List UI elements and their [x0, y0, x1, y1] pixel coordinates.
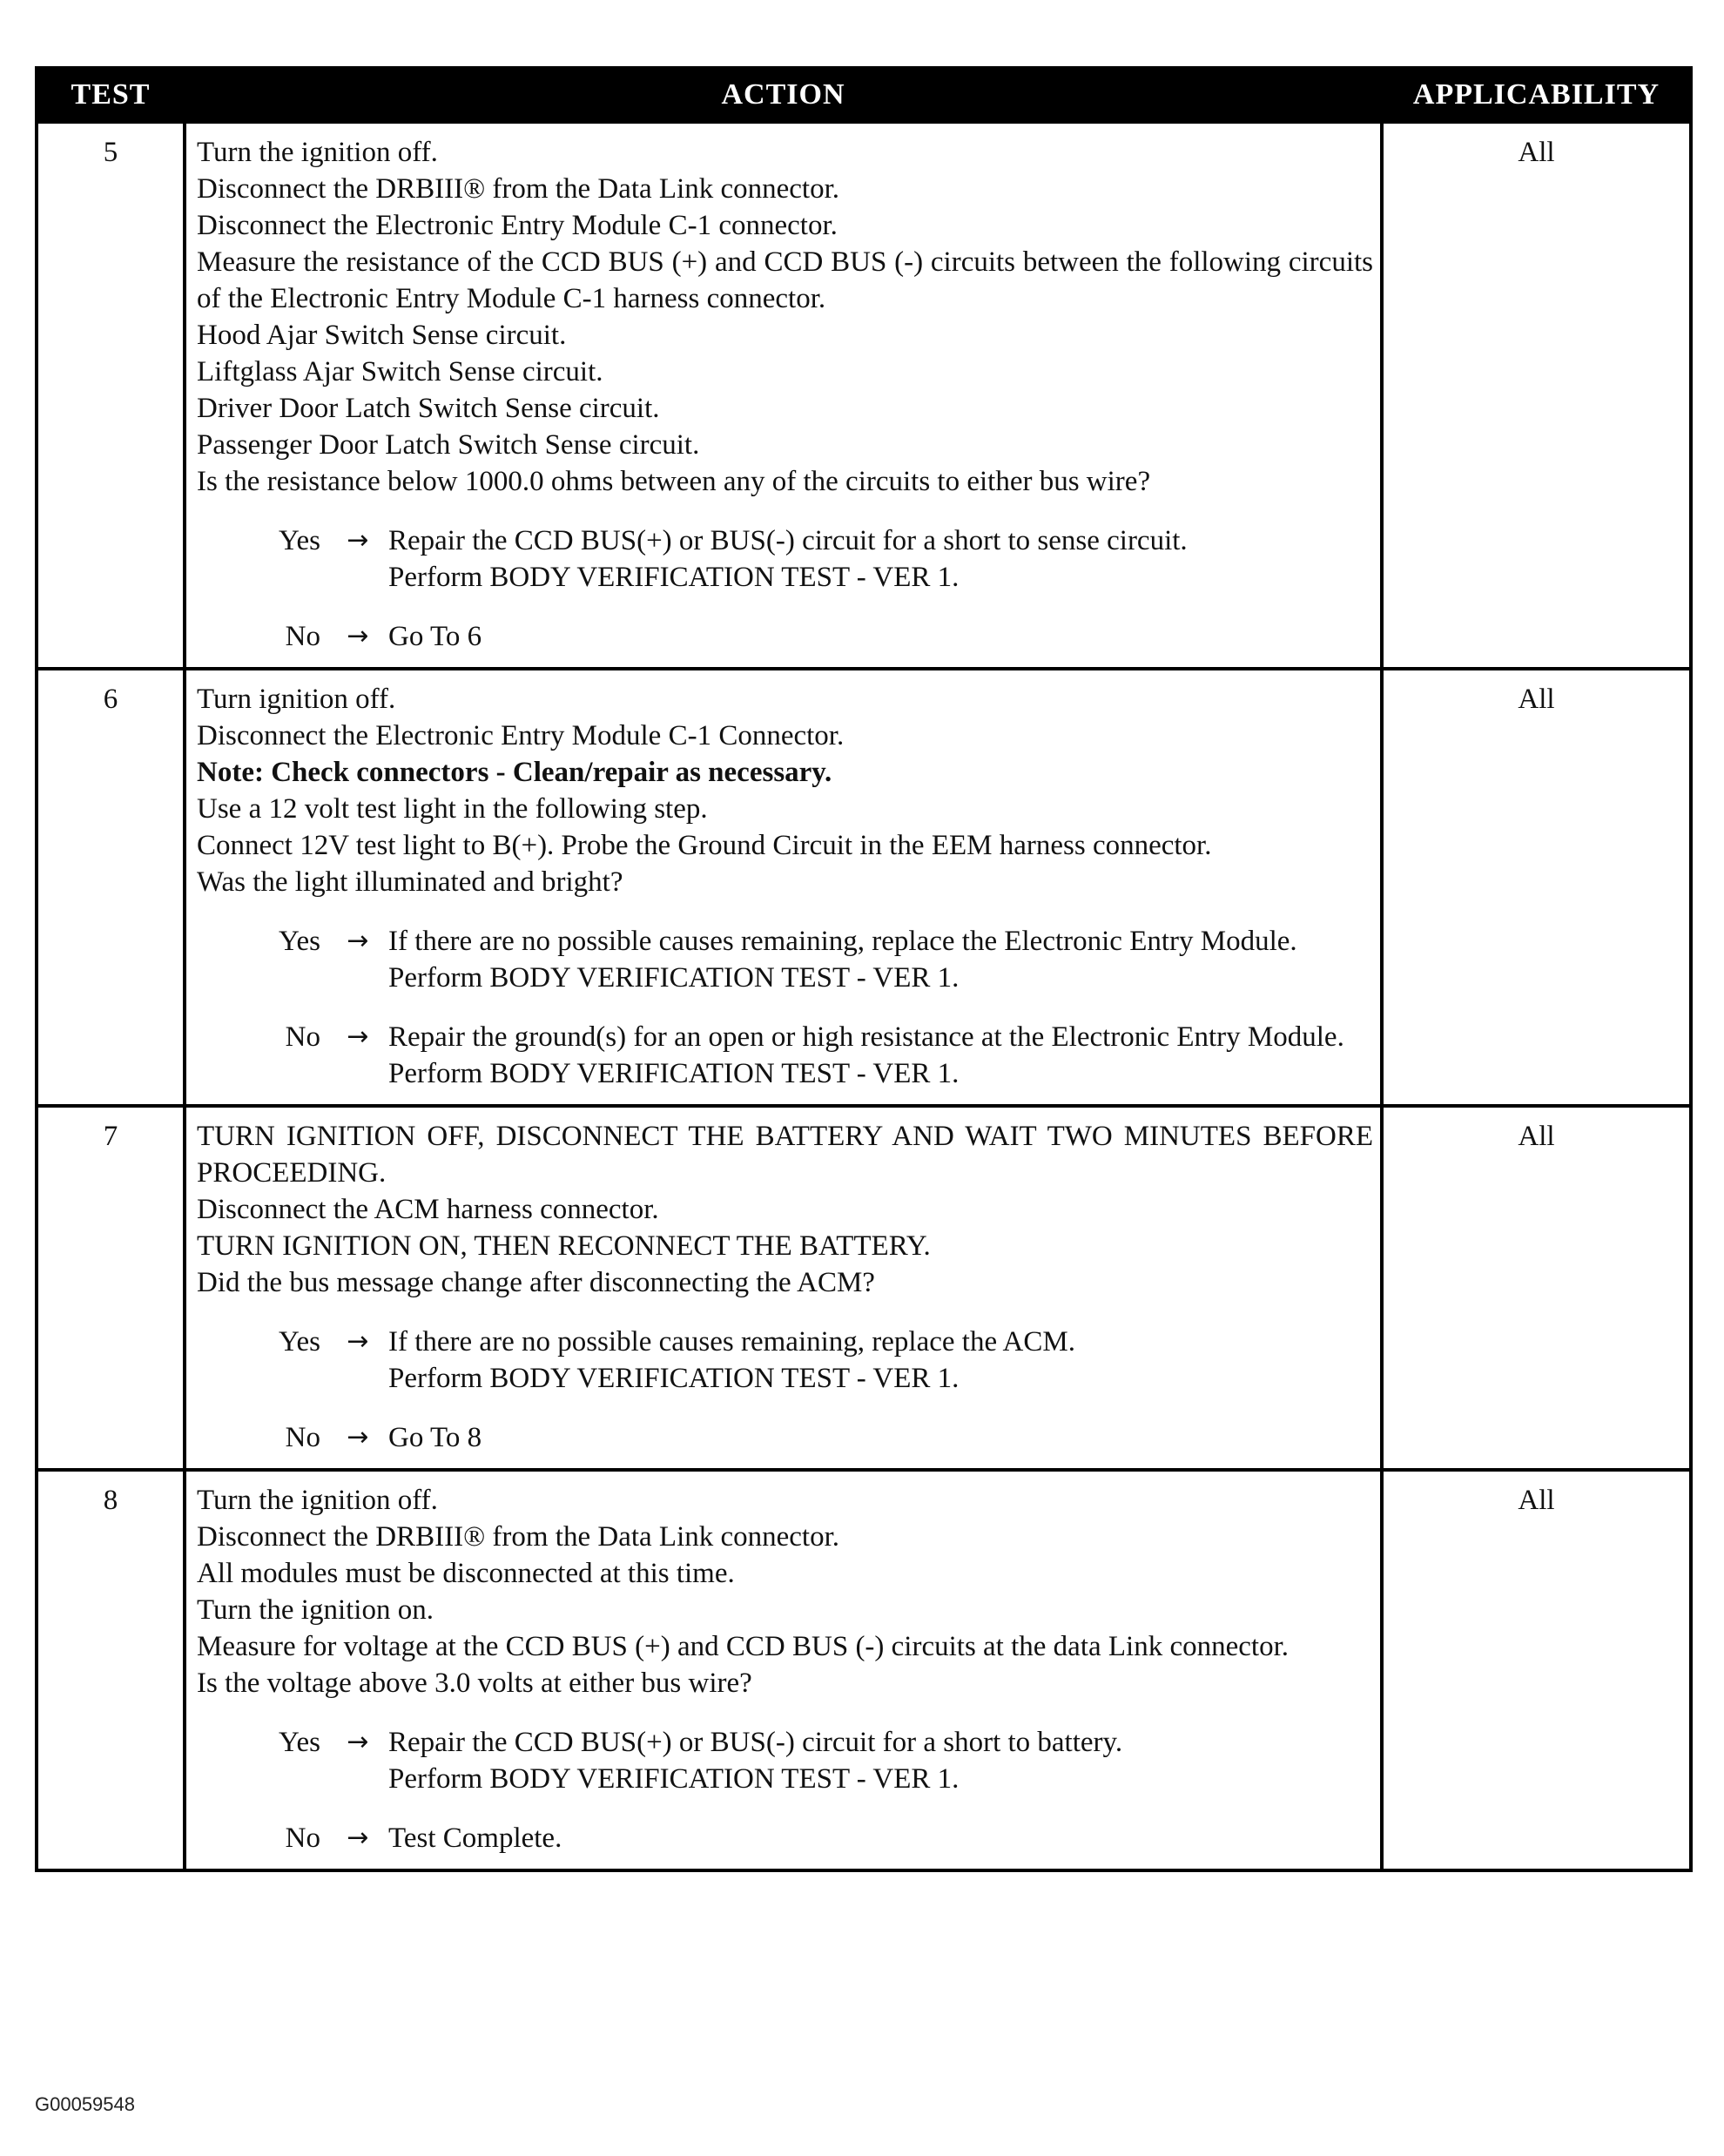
- response-label: Yes: [278, 1727, 320, 1758]
- right-arrow-icon: →: [347, 1326, 369, 1357]
- response-label: Yes: [278, 926, 320, 957]
- response-text: Repair the CCD BUS(+) or BUS(-) circuit for a short to battery.: [388, 1727, 1123, 1758]
- right-arrow-icon: →: [347, 1822, 369, 1853]
- action-step: Passenger Door Latch Switch Sense circuit.: [197, 429, 700, 461]
- right-arrow-icon: →: [347, 525, 369, 556]
- action-step: Turn the ignition off.: [197, 1485, 438, 1516]
- action-step: Did the bus message change after disconnecting the ACM?: [197, 1267, 875, 1298]
- response-label: Yes: [278, 525, 320, 556]
- response-body: [388, 923, 1373, 996]
- response-body: [388, 1820, 1373, 1856]
- table-row: [37, 122, 1691, 669]
- action-step: Use a 12 volt test light in the following step.: [197, 793, 708, 825]
- response-body: [388, 1324, 1373, 1397]
- action-step: TURN IGNITION ON, THEN RECONNECT THE BATTERY.: [197, 1230, 931, 1262]
- response-body: [388, 618, 1373, 655]
- action-step: Driver Door Latch Switch Sense circuit.: [197, 393, 660, 424]
- response-no: [197, 1419, 1373, 1456]
- response-text: If there are no possible causes remaining, replace the ACM.: [388, 1326, 1075, 1358]
- response-no: [197, 1019, 1373, 1092]
- applicability-value: All: [1382, 669, 1691, 1106]
- response-yes: [197, 1724, 1373, 1797]
- header-action: ACTION: [185, 68, 1382, 122]
- action-step: Measure the resistance of the CCD BUS (+) and CCD BUS (-) circuits between the following circuits of the Electronic Entry Module C-1 harness connector.: [197, 246, 1373, 314]
- action-step: Turn the ignition off.: [197, 137, 438, 168]
- response-text: Go To 6: [388, 621, 482, 652]
- response-no: [197, 618, 1373, 655]
- diagnostic-table-sheet: [35, 66, 1689, 1872]
- response-text: Repair the ground(s) for an open or high resistance at the Electronic Entry Module.: [388, 1021, 1344, 1053]
- response-body: [388, 1724, 1373, 1797]
- response-body: [388, 1019, 1373, 1092]
- test-number: 6: [37, 669, 185, 1106]
- diagnostic-test-table: [35, 66, 1693, 1872]
- test-number: 5: [37, 122, 185, 669]
- table-row: [37, 1106, 1691, 1470]
- action-step: Was the light illuminated and bright?: [197, 866, 623, 898]
- response-text: Perform BODY VERIFICATION TEST - VER 1.: [388, 962, 960, 994]
- applicability-value: All: [1382, 1470, 1691, 1870]
- action-step: Measure for voltage at the CCD BUS (+) and CCD BUS (-) circuits at the data Link connector.: [197, 1631, 1289, 1662]
- action-step: Disconnect the DRBIII® from the Data Link connector.: [197, 173, 840, 205]
- response-label: No: [285, 1021, 320, 1053]
- response-label: No: [285, 1822, 320, 1854]
- response-text: Perform BODY VERIFICATION TEST - VER 1.: [388, 1363, 960, 1394]
- table-body: [37, 122, 1691, 1870]
- figure-id: G00059548: [35, 2093, 135, 2115]
- response-text: Repair the CCD BUS(+) or BUS(-) circuit for a short to sense circuit.: [388, 525, 1188, 556]
- response-label: Yes: [278, 1326, 320, 1358]
- action-step: Disconnect the DRBIII® from the Data Link connector.: [197, 1521, 840, 1553]
- table-header-row: [37, 68, 1691, 122]
- test-number: 8: [37, 1470, 185, 1870]
- response-no: [197, 1820, 1373, 1856]
- response-yes: [197, 923, 1373, 996]
- applicability-value: All: [1382, 1106, 1691, 1470]
- header-test: TEST: [37, 68, 185, 122]
- action-step: Turn ignition off.: [197, 684, 396, 715]
- right-arrow-icon: →: [347, 1422, 369, 1452]
- response-text: Perform BODY VERIFICATION TEST - VER 1.: [388, 1058, 960, 1089]
- response-text: Perform BODY VERIFICATION TEST - VER 1.: [388, 562, 960, 593]
- response-body: [388, 1419, 1373, 1456]
- action-cell: [185, 1106, 1382, 1470]
- response-body: [388, 522, 1373, 596]
- header-applicability: APPLICABILITY: [1382, 68, 1691, 122]
- right-arrow-icon: →: [347, 621, 369, 651]
- right-arrow-icon: →: [347, 926, 369, 956]
- response-text: Test Complete.: [388, 1822, 562, 1854]
- action-step: Disconnect the ACM harness connector.: [197, 1194, 659, 1225]
- action-step: Turn the ignition on.: [197, 1594, 434, 1626]
- right-arrow-icon: →: [347, 1727, 369, 1757]
- action-step: Is the voltage above 3.0 volts at either bus wire?: [197, 1668, 752, 1699]
- action-step: Hood Ajar Switch Sense circuit.: [197, 320, 567, 351]
- action-cell: [185, 1470, 1382, 1870]
- response-yes: [197, 522, 1373, 596]
- applicability-value: All: [1382, 122, 1691, 669]
- table-row: [37, 669, 1691, 1106]
- action-step: Disconnect the Electronic Entry Module C-1 connector.: [197, 210, 838, 241]
- table-row: [37, 1470, 1691, 1870]
- action-cell: [185, 669, 1382, 1106]
- response-text: Go To 8: [388, 1422, 482, 1453]
- action-step: Is the resistance below 1000.0 ohms between any of the circuits to either bus wire?: [197, 466, 1151, 497]
- response-text: If there are no possible causes remaining, replace the Electronic Entry Module.: [388, 926, 1297, 957]
- action-step: Disconnect the Electronic Entry Module C-1 Connector.: [197, 720, 845, 751]
- response-yes: [197, 1324, 1373, 1397]
- action-step: Connect 12V test light to B(+). Probe the Ground Circuit in the EEM harness connector.: [197, 830, 1212, 861]
- note-text: Note: Check connectors - Clean/repair as necessary.: [197, 757, 832, 788]
- test-number: 7: [37, 1106, 185, 1470]
- action-step: Liftglass Ajar Switch Sense circuit.: [197, 356, 603, 387]
- response-label: No: [285, 1422, 320, 1453]
- response-text: Perform BODY VERIFICATION TEST - VER 1.: [388, 1763, 960, 1795]
- action-step: All modules must be disconnected at this time.: [197, 1558, 735, 1589]
- right-arrow-icon: →: [347, 1021, 369, 1052]
- response-label: No: [285, 621, 320, 652]
- action-cell: [185, 122, 1382, 669]
- action-step: TURN IGNITION OFF, DISCONNECT THE BATTERY AND WAIT TWO MINUTES BEFORE PROCEEDING.: [197, 1121, 1373, 1189]
